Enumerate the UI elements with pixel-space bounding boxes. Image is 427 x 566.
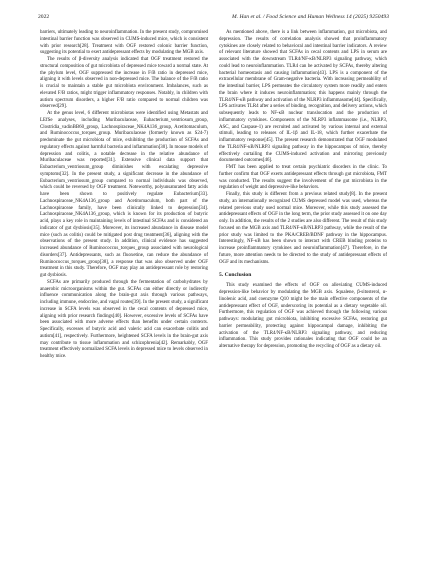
paragraph: As mentioned above, there is a link between inflammation, gut microbiota, and depression. The results of correlation analysis showed that proinflammatory cytokines are closely related to behavioral and intestinal barrier indicators. A review of relevant literature showed that SCFAs in cecal contents and LPS in serum are associated with the downstream TLR4/NF-κB/NLRP3 signaling pathway, which could lead to neuroinflammation. TLR4 can be activated by SCFAs, thereby altering bacterial homeostasis and causing inflammation[43]. LPS is a component of the extracellular membrane of Gram-negative bacteria. With increasing permeability of the intestinal barrier, LPS permeates the circulatory system more readily and enters the brain where it induces neuroinflammation; this happens mainly through the TLR4/NF-κB pathway and activation of the NLRP3 inflammasome[44]. Specifically, LPS activates TLR4 after a series of binding, recognition, and delivery actions, which subsequently leads to NF-κB nuclear translocation and the production of inflammatory cytokines. Components of the NLRP3 inflammasome (i.e., NLRP3, ASC, and Caspase-1) are recruited and activated by various internal and external stimuli, leading to releases of IL-1β and IL-18, which further exacerbate the inflammatory response[45]. The present research demonstrated that OGF modulated the TLR4/NF-κB/NLRP3 signaling pathway in the hippocampus of mice, thereby effectively curtailing the CUMS-induced activation and mirroring previously documented outcomes[46]. bbox=[219, 30, 387, 164]
section-heading: 5. Conclusion bbox=[219, 272, 252, 279]
paragraph: This study examined the effects of OGF on alleviating CUMS-induced depression-like behavior by modulating the MGB axis. Squalene, β-sitosterol, α-linolenic acid, and coenzyme Q10 might be the main effective components of the antidepressant effect of OGF, underscoring its potential as a dietary vegetable oil. Furthermore, this regulation of OGF was achieved through the following various pathways: modulating gut microbiota, inhibiting excessive SCFAs, restoring gut barrier permeability, protecting against hippocampal damage, inhibiting the activation of the TLR4/NF-κB/NLRP3 signaling pathway, and reducing inflammation. This study provides rationales indicating that OGF could be an alternative therapy for depression, promoting the recycling of OGF as a dietary oil. bbox=[219, 283, 387, 349]
paragraph: SCFAs are primarily produced through the fermentation of carbohydrates by anaerobic microorganisms within the gut. SCFAs can either directly or indirectly influence communication along the brain-gut axis through various pathways, including immune, endocrine, and vagal routes[39]. In the present study, a significant increase in SCFA levels was observed in the cecal contents of depressed mice, aligning with prior research findings[40]. However, excessive levels of SCFAs have been associated with more adverse effects than benefits under certain contexts. Specifically, excesses of butyric acid and valeric acid can exacerbate colitis and autism[41], respectively. Furthermore, heightened SCFA levels in the brain-gut axis may contribute to tissue inflammation and schizophrenia[42]. Remarkably, OGF treatment effectively normalized SCFA levels in depressed mice to levels observed in healthy mice. bbox=[40, 279, 208, 359]
left-column bbox=[40, 30, 208, 361]
paragraph: barriers, ultimately leading to neuroinflammation. In the present study, compromised intestinal barrier function was observed in CUMS-induced mice, which is consistent with prior research[28]. Treatment with OGF restored colonic barrier function, suggesting its potential to exert antidepressant effects by modulating the MGB axis. bbox=[40, 30, 208, 56]
running-title: M. Han et al. / Food Science and Human Wellness 14 (2025) 9250493 bbox=[231, 14, 389, 20]
paragraph: The results of β-diversity analysis indicated that OGF treatment restored the structural composition of gut microbiota of depressed mice toward a normal state. At the phylum level, OGF suppressed the increase in F/B ratio in depressed mice, aligning it with levels observed in non-depressed mice. The balance of the F/B ratio is crucial to maintain a stable gut microbiota environment. Imbalances, such as elevated F/B ratios, might trigger inflammatory responses. Notably, in children with autism spectrum disorders, a higher F/B ratio compared to normal children was observed[29]. bbox=[40, 57, 208, 110]
right-column bbox=[219, 30, 387, 351]
page-number: 2022 bbox=[38, 14, 50, 20]
page-header bbox=[38, 12, 389, 22]
paragraph: At the genus level, 6 different microbiotas were identified using Metastats and LEfSe analyses, including Muribaculaceae, Eubacterium_ventriosum_group, Clostridia_vadinBB60_group, Lachnospiraceae_NK4A136_group, Acetitomaculum, and Ruminococcus_torques_group. Muribaculaceae (formerly known as S24-7) predominate the gut microbiota of mice, exhibiting the production of SCFAs and regulatory effects against harmful bacteria and inflammation[30]. In mouse models of depression and colitis, a notable decrease in the relative abundance of Muribaculaceae was reported[31]. Extensive clinical data support that Eubacterium_ventriosum_group diminishes with escalating depressive symptoms[32]. In the present study, a significant decrease in the abundance of Eubacterium_ventriosum_group compared to normal individuals was observed, which could be reversed by OGF treatment. Noteworthy, polyunsaturated fatty acids have been shown to positively regulate Eubacterium[33]. Lachnospiraceae_NK4A136_group and Acetitomaculum, both part of the Lachnospiraceae family, have been clinically linked to depression[34]. Lachnospiraceae_NK4A136_group, which is known for its production of butyric acid, plays a key role in maintaining levels of intestinal SCFAs and is considered an indicator of gut dysbiosis[35]. Moreover, its increased abundance in disease model mice (such as colitis) could be mitigated post drug treatment[36], aligning with the observations of the present study. In addition, clinical evidence has suggested increased abundance of Ruminococcus_torques_group associated with neurological disorders[37]. Antidepressants, such as fluoxetine, can reduce the abundance of Ruminococcus_torques_group[38], a response that was also observed under OGF treatment in this study. Therefore, OGF may play an antidepressant role by restoring gut dysbiosis. bbox=[40, 111, 208, 278]
paragraph: FMT has been applied to treat certain psychiatric disorders in the clinic. To further confirm that OGF exerts antidepressant effects through gut microbiota, FMT was conducted. The results suggest the involvement of the gut microbiota in the regulation of weight and depressive-like behaviors. bbox=[219, 165, 387, 191]
paragraph: Finally, this study is different from a previous related study[8]. In the present study, an internationally recognized CUMS depressed model was used, whereas the related previous study used normal mice. Moreover, while this study assessed the antidepressant effects of OGF in the long term, the prior study assessed it on one day only. In addition, the results of the 2 studies are also different. The result of this study focused on the MGB axis and TLR4/NF-κB/NLRP3 pathway, while the result of the prior study was limited to the PKA/CREB/BDNF pathway in the hippocampus. Interestingly, NF-κB has been shown to interact with CREB binding proteins to increase proinflammatory cytokines and neuroinflammation[47]. Therefore, in the future, more attention needs to be directed to the study of antidepressant effects of OGF and its mechanisms. bbox=[219, 192, 387, 265]
